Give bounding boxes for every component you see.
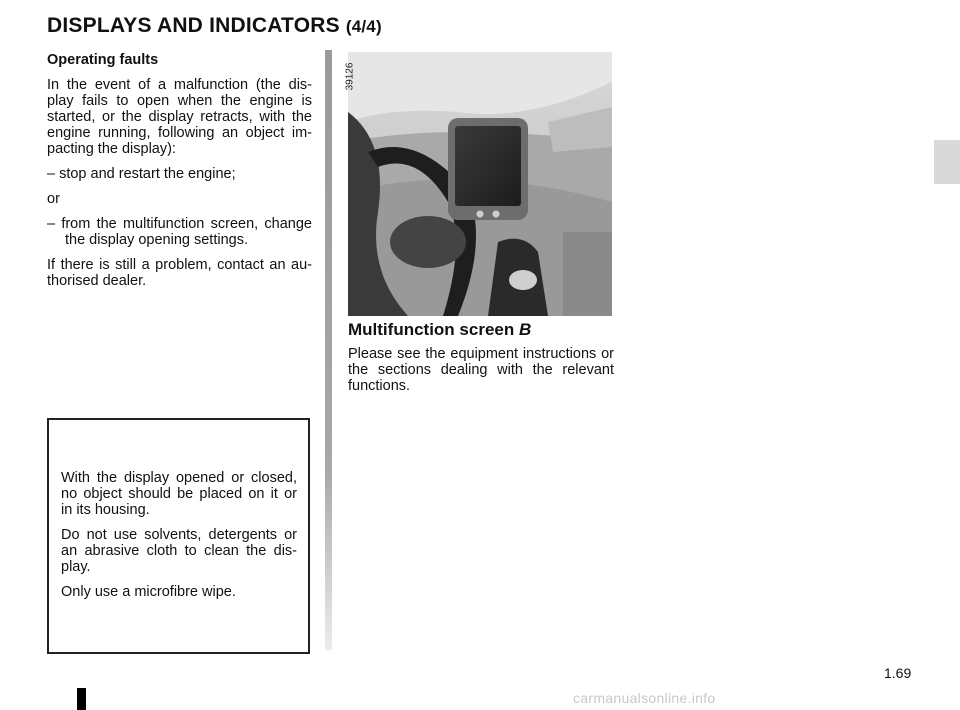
multifunction-heading-letter: B xyxy=(518,320,532,339)
note-paragraph-1: With the display opened or closed, no object should be placed on it or in its housing. xyxy=(61,470,297,518)
step-change-settings: – from the multifunction screen, change the display opening settings. xyxy=(47,216,312,248)
warning-note-box xyxy=(47,418,310,654)
operating-faults-section xyxy=(47,52,312,298)
operating-faults-heading: Operating faults xyxy=(47,52,159,68)
column-divider xyxy=(325,50,332,650)
figure-reference-number: 39126 xyxy=(344,62,356,91)
print-mark xyxy=(77,688,86,710)
contact-dealer-text: If there is still a problem, contact an au-thorised dealer. xyxy=(47,257,312,289)
page-number: 1.69 xyxy=(884,665,912,681)
watermark: carmanualsonline.info xyxy=(573,690,716,706)
title-suffix: (4/4) xyxy=(345,17,382,36)
step-restart-engine: – stop and restart the engine; xyxy=(47,166,236,182)
dashboard-photo xyxy=(348,52,612,316)
note-paragraph-2: Do not use solvents, detergents or an abrasive cloth to clean the dis-play. xyxy=(61,527,297,575)
multifunction-body: Please see the equipment instructions or the sections dealing with the relevant functions. xyxy=(348,346,614,394)
section-thumb-tab xyxy=(934,140,960,184)
malfunction-intro: In the event of a malfunction (the dis-play fails to open when the engine is started, or the display retracts, with the engine running, following an object im-pacting the display): xyxy=(47,77,312,157)
multifunction-heading-text: Multifunction screen xyxy=(348,320,515,339)
multifunction-heading xyxy=(348,322,614,338)
note-paragraph-3: Only use a microfibre wipe. xyxy=(61,584,236,600)
page-title xyxy=(47,14,382,38)
or-text: or xyxy=(47,191,60,207)
multifunction-screen-section xyxy=(348,322,614,403)
figure-reference xyxy=(344,58,363,98)
title-text: DISPLAYS AND INDICATORS xyxy=(47,14,340,37)
